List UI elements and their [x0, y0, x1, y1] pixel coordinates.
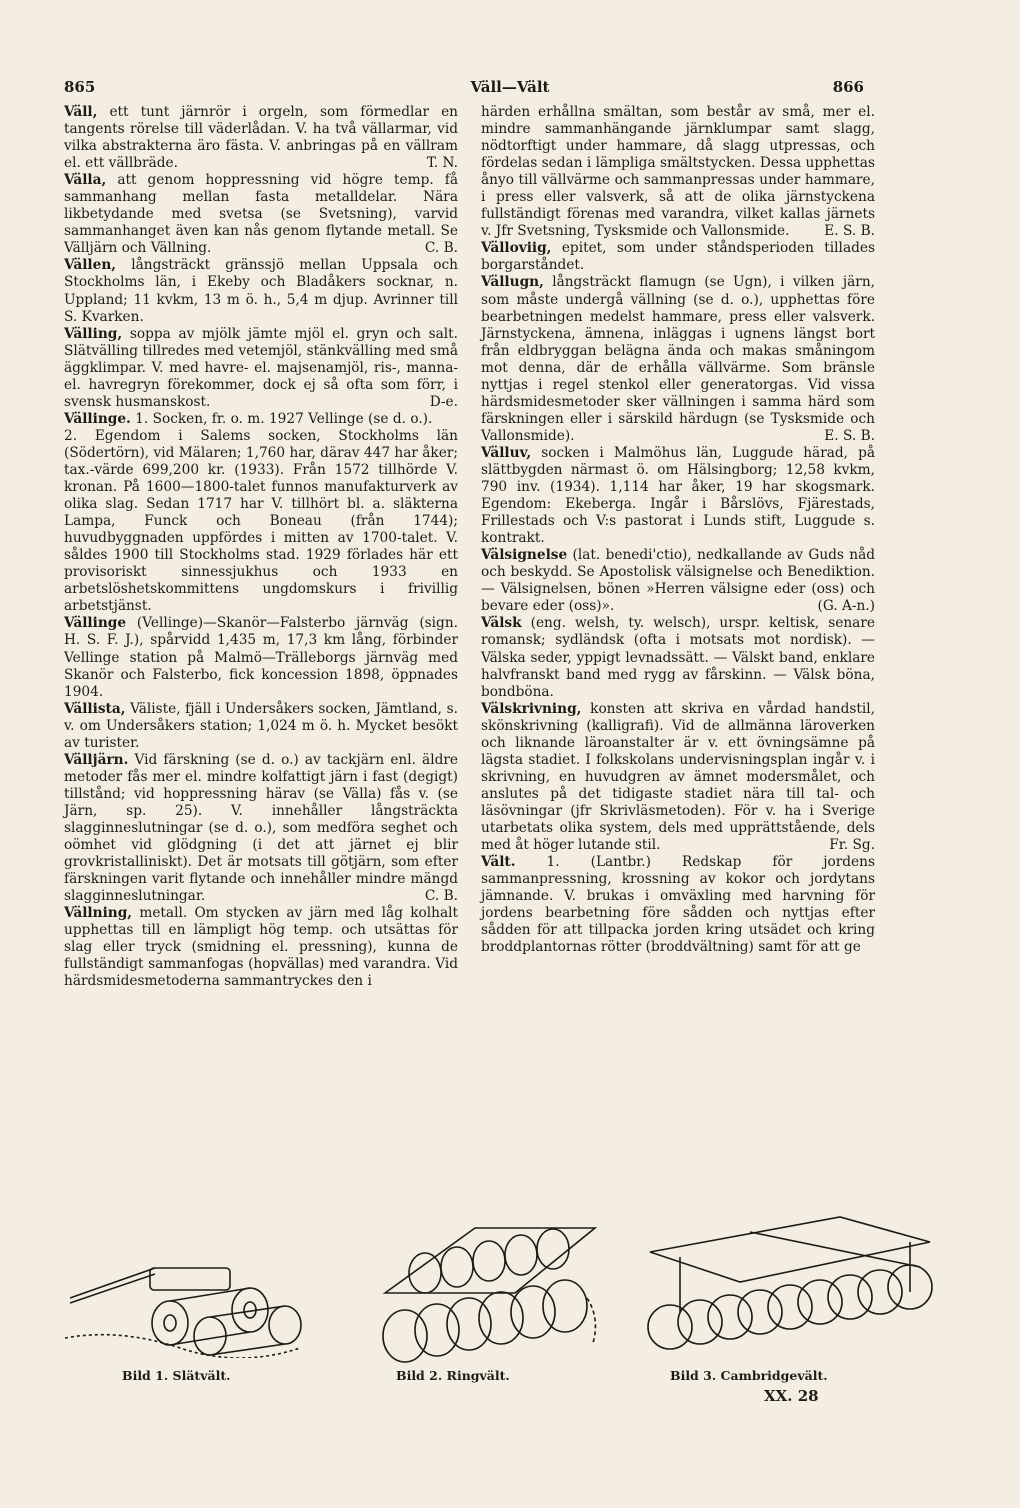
flat-roller-illustration: [60, 1248, 310, 1358]
article-headword: Välsignelse: [481, 547, 568, 564]
article-entry: [64, 752, 458, 905]
article-text: soppa av mjölk jämte mjöl el. gryn och salt. Slätvälling tillredes med vetemjöl, stänkvälling med små äggklimpar. V. med havre- el. majsenamjöl, ris-, manna- el. havregryn förekommer, dock ej så ofta som förr, i svensk husmanskost.: [64, 325, 458, 410]
author-signature: (G. A-n.): [817, 598, 875, 615]
article-entry: [64, 172, 458, 257]
author-signature: E. S. B.: [824, 223, 875, 240]
article-entry: [64, 905, 458, 990]
author-signature: Fr. Sg.: [829, 837, 875, 854]
article-headword: Vällinge.: [64, 410, 131, 427]
ring-roller-illustration: [365, 1218, 615, 1368]
author-signature: C. B.: [424, 240, 458, 257]
article-entry: [481, 547, 875, 615]
article-text: (Vellinge)—Skanör—Falsterbo järnväg (sign. H. S. F. J.), spårvidd 1,435 m, 17,3 km lång, förbinder Vellinge station på Malmö—Trälleborgs järnväg med Skanör och Falsterbo, fick koncession 1898, öppnades 1904.: [64, 615, 458, 700]
article-text: ett tunt järnrör i orgeln, som förmedlar en tangents rörelse till väderlådan. V. ha två vällarmar, vid vilka abstrakterna äro fästa. V. anbringas på en vällram el. ett vällbräde.: [64, 104, 458, 172]
article-headword: Vält.: [481, 854, 516, 871]
author-signature: E. S. B.: [824, 427, 875, 444]
right-column: [481, 104, 875, 956]
article-text: Väliste, fjäll i Undersåkers socken, Jämtland, s. v. om Undersåkers station; 1,024 m ö. h. Mycket besökt av turister.: [64, 700, 458, 751]
article-entry: [64, 701, 458, 752]
figure-caption-3: Bild 3. Cambridgevält.: [670, 1368, 828, 1383]
article-entry: [481, 701, 875, 854]
article-text: socken i Malmöhus län, Luggude härad, på slättbygden närmast ö. om Hälsingborg; 12,58 kvkm, 790 inv. (1934). 1,114 har åker, 19 har skogsmark. Egendom: Ekeberga. Ingår i Bårslövs, Fjärestads, Frillestads och V:s pastorat i Lunds stift, Luggude s. kontrakt.: [481, 444, 875, 547]
page-number-left: 865: [64, 78, 96, 96]
article-headword: Välla,: [64, 172, 107, 189]
article-headword: Vällugn,: [481, 274, 544, 291]
article-text: metall. Om stycken av järn med låg kolhalt upphettas till en lämpligt hög temp. och utsättas för slag eller tryck (smidning el. pressning), kunna de fullständigt sammanfogas (hopvällas) med varandra. Vid härdsmidesmetoderna sammantryckes den i: [64, 905, 458, 990]
article-headword: Välluv,: [481, 444, 532, 461]
article-headword: Väll,: [64, 104, 98, 120]
author-signature: D-e.: [429, 393, 458, 410]
article-entry: [64, 428, 458, 616]
article-headword: Välljärn.: [64, 751, 129, 768]
article-entry: [481, 104, 875, 240]
article-entry: [481, 240, 875, 274]
article-entry: [481, 854, 875, 956]
left-column: [64, 104, 458, 990]
page-header: [0, 78, 1020, 102]
article-text: långsträckt flamugn (se Ugn), i vilken järn, som måste undergå vällning (se d. o.), upphettas före bearbetningen medelst hammare, press eller valsverk. Järnstyckena, ämnena, inläggas i ugnens längst bort från eldbryggan belägna ända och makas småningom mot denna, där de erhålla vällvärme. Som bränsle nyttjas i regel stenkol eller generatorgas. Vid vissa härdsmidesmetoder sker vällningen i samma härd som färskningen eller i särskild härdugn (se Tysksmide och Vallonsmide).: [481, 274, 875, 444]
author-signature: T. N.: [426, 155, 458, 172]
article-entry: [481, 445, 875, 547]
article-text: 2. Egendom i Salems socken, Stockholms län (Södertörn), vid Mälaren; 1,760 har, därav 447 har åker; tax.-värde 699,200 kr. (1933). Från 1572 tillhörde V. kronan. På 1600—1800-talet funnos manufakturverk av olika slag. Sedan 1717 har V. tillhört bl. a. släkterna Lampa, Funck och Boneau (från 1744); huvudbyggnaden uppfördes i mitten av 1700-talet. V. såldes 1900 till Stockholms stad. 1929 förlades här ett provisoriskt sinnessjukhus och 1933 en arbetslöshetskommittens ungdomskurs i frivillig arbetstjänst.: [64, 427, 458, 615]
sheet-signature-mark: XX. 28: [764, 1387, 819, 1405]
page-number-right: 866: [832, 78, 864, 96]
article-headword: Vällen,: [64, 257, 117, 274]
figure-caption-1: Bild 1. Slätvält.: [122, 1368, 231, 1383]
article-text: härden erhållna smältan, som består av små, mer el. mindre sammanhängande järnklumpar samt slagg, nödtorftigt under hammare, då slagg utpressas, och fördelas sedan i lämpliga smältstycken. Dessa upphettas ånyo till vällvärme och sammanpressas under hammare, i press eller valsverk, så att de olika järnstyckena fullständigt förenas med varandra, vilket kallas järnets v. Jfr Svetsning, Tysksmide och Vallonsmide.: [481, 104, 875, 240]
article-headword: Välsk: [481, 615, 522, 632]
article-text: konsten att skriva en vårdad handstil, skönskrivning (kalligrafi). Vid de allmänna läroverken och liknande läroanstalter är v. ett övningsämne på lägsta stadiet. I folkskolans undervisningsplan ingår v. i skrivning, en huvudgren av ämnet modersmålet, och anslutes på det tidigaste stadiet nära till tal- och läsövningar (jfr Skrivläsmetoden). För v. ha i Sverige utarbetats olika system, dels med upprättstående, dels med åt höger lutande stil.: [481, 700, 875, 854]
article-entry: [64, 615, 458, 700]
cambridge-roller-illustration: [620, 1212, 940, 1362]
article-text: 1. (Lantbr.) Redskap för jordens sammanpressning, krossning av kokor och jordytans jämnande. V. brukas i omväxling med harvning för jordens bearbetning före sådden och nyttjas efter sådden för att tillpacka jorden kring utsädet och kring broddplantornas rötter (broddvältning) samt för att ge: [481, 854, 875, 956]
article-headword: Välloviig,: [481, 240, 552, 257]
article-text: att genom hoppressning vid högre temp. få sammanhang mellan fasta metalldelar. Nära likbetydande med svetsa (se Svetsning), varvid sammanhanget även kan nås genom flytande metall. Se Välljärn och Vällning.: [64, 172, 458, 257]
article-entry: [64, 104, 458, 172]
article-headword: Välling,: [64, 325, 123, 342]
article-text: Vid färskning (se d. o.) av tackjärn enl. äldre metoder fås mer el. mindre kolfattigt järn i fast (degigt) tillstånd; vid hoppressning härav (se Välla) fås v. (se Järn, sp. 25). V. innehåller långsträckta slagginneslutningar (se d. o.), som medföra seghet och oömhet vid glödgning (i det att järnet ej blir grovkristalliniskt). Det är motsats till götjärn, som efter färskningen varit flytande och innehåller mindre mängd slagginneslutningar.: [64, 751, 458, 905]
running-title: Väll—Vält: [470, 78, 550, 96]
author-signature: C. B.: [424, 888, 458, 905]
article-entry: [481, 274, 875, 444]
article-headword: Vällista,: [64, 700, 126, 717]
article-text: (lat. benedi'ctio), nedkallande av Guds nåd och beskydd. Se Apostolisk välsignelse och Benediktion. — Välsignelsen, bönen »Herren välsigne eder (oss) och bevare eder (oss)».: [481, 547, 875, 615]
article-entry: [64, 326, 458, 411]
article-entry: [64, 257, 458, 325]
article-headword: Vällinge: [64, 615, 127, 632]
article-text: 1. Socken, fr. o. m. 1927 Vellinge (se d. o.).: [130, 410, 433, 427]
article-text: epitet, som under ståndsperioden tillades borgarståndet.: [481, 240, 875, 274]
article-entry: [481, 615, 875, 700]
article-entry: [64, 411, 458, 428]
figure-caption-2: Bild 2. Ringvält.: [396, 1368, 510, 1383]
article-headword: Vällning,: [64, 905, 133, 922]
article-text: långsträckt gränssjö mellan Uppsala och Stockholms län, i Ekeby och Bladåkers socknar, n. Uppland; 11 kvkm, 13 m ö. h., 5,4 m djup. Avrinner till S. Kvarken.: [64, 257, 458, 325]
article-headword: Välskrivning,: [481, 700, 582, 717]
article-text: (eng. welsh, ty. welsch), urspr. keltisk, senare romansk; sydländsk (ofta i motsats mot nordisk). — Välska seder, yppigt levnadssätt. — Välskt band, enklare halvfranskt band med rygg av fårskinn. — Välsk böna, bondböna.: [481, 615, 875, 700]
